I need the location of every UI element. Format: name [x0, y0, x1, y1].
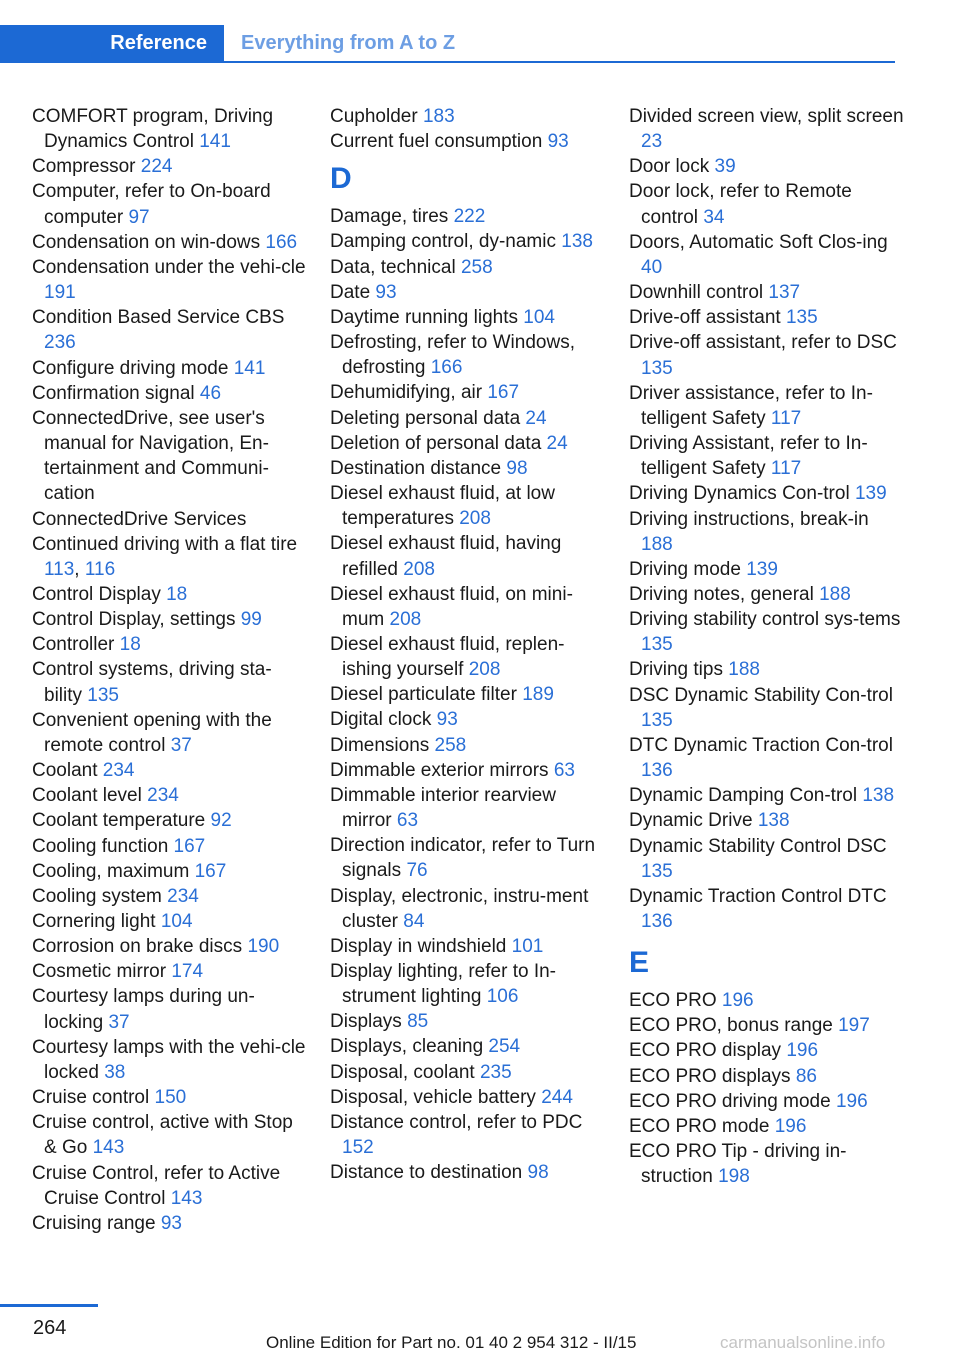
index-entry-text: Damage, tires — [330, 206, 449, 228]
page-reference-link[interactable]: 167 — [487, 382, 520, 404]
index-entry — [629, 884, 905, 934]
index-entry — [330, 1009, 606, 1034]
page-reference-link[interactable]: 189 — [522, 684, 554, 706]
index-entry-text: Digital clock — [330, 709, 432, 731]
index-entry — [32, 154, 308, 179]
index-entry-text: Coolant temperature — [32, 810, 206, 832]
index-entry — [629, 657, 905, 682]
index-entry — [330, 582, 606, 632]
index-entry — [629, 557, 905, 582]
index-entry-text: Display, electronic, instru-ment cluster — [330, 885, 589, 932]
index-entry — [330, 1160, 606, 1185]
page-reference-link[interactable]: 196 — [786, 1040, 819, 1062]
index-entry-text: Display in windshield — [330, 935, 507, 957]
index-entry-text: Dimensions — [330, 734, 430, 756]
page-reference-link[interactable]: 98 — [527, 1162, 549, 1184]
index-entry — [330, 783, 606, 833]
page-reference-link[interactable]: 101 — [511, 935, 544, 957]
index-entry-text: Condition Based Service CBS — [32, 307, 285, 329]
page-reference-link[interactable]: 258 — [434, 734, 467, 756]
index-entry — [629, 733, 905, 783]
page-reference-link[interactable]: 143 — [170, 1187, 203, 1209]
page-reference-link[interactable]: 136 — [641, 760, 673, 782]
index-entry — [32, 406, 308, 507]
page-reference-link[interactable]: 116 — [84, 558, 116, 580]
index-entry-text: Condensation under the vehi-cle — [32, 256, 306, 278]
index-entry — [32, 708, 308, 758]
index-entry-text: Cooling function — [32, 835, 169, 857]
index-entry — [32, 859, 308, 884]
index-entry — [32, 984, 308, 1034]
page-reference-link[interactable]: 254 — [488, 1036, 521, 1058]
page-reference-link[interactable]: 138 — [561, 231, 593, 253]
page-reference-link[interactable]: 188 — [641, 533, 673, 555]
index-entry-text: Configure driving mode — [32, 357, 229, 379]
footer-edition: Online Edition for Part no. 01 40 2 954 312 - II/15 — [266, 1333, 637, 1352]
page-reference-link[interactable]: 208 — [389, 608, 422, 630]
page-reference-link[interactable]: 167 — [194, 860, 227, 882]
page-reference-link[interactable]: 38 — [104, 1061, 126, 1083]
page-reference-link[interactable]: 18 — [166, 583, 188, 605]
page-reference-link[interactable]: 117 — [770, 407, 802, 429]
page-reference-link[interactable]: 150 — [154, 1087, 187, 1109]
index-entry — [32, 657, 308, 707]
page-reference-link[interactable]: 166 — [265, 231, 298, 253]
index-entry-text: Courtesy lamps with the vehi-cle locked — [32, 1036, 306, 1083]
page-reference-link[interactable]: 63 — [396, 810, 419, 832]
index-entry — [330, 733, 606, 758]
index-entry-text: Condensation on win-dows — [32, 231, 261, 253]
page-reference-link[interactable]: 34 — [703, 206, 725, 228]
index-entry — [330, 431, 606, 456]
index-entry-text: ECO PRO — [629, 990, 717, 1012]
page-reference-link[interactable]: 24 — [525, 407, 547, 429]
page-reference-link[interactable]: 137 — [768, 282, 801, 304]
index-entry-text: Computer, refer to On-board computer — [32, 181, 271, 228]
index-entry — [330, 456, 606, 481]
index-entry-text: ECO PRO driving mode — [629, 1090, 831, 1112]
index-entry-text: Driving mode — [629, 558, 741, 580]
index-entry — [32, 607, 308, 632]
index-entry-text: Dimmable exterior mirrors — [330, 759, 549, 781]
index-entry-text: Diesel exhaust fluid, replen-ishing yourself — [330, 633, 565, 681]
page-reference-link[interactable]: 106 — [486, 986, 519, 1008]
index-entry-text: Cooling system — [32, 885, 162, 907]
index-entry — [330, 959, 606, 1009]
index-entry — [629, 230, 905, 280]
page-reference-link[interactable]: 198 — [718, 1166, 750, 1188]
index-entry — [330, 1034, 606, 1059]
page-reference-link[interactable]: 166 — [430, 357, 463, 379]
page-reference-link[interactable]: 97 — [128, 206, 150, 228]
index-entry — [330, 1110, 606, 1160]
index-entry — [32, 230, 308, 255]
index-entry-text: Drive-off assistant, refer to DSC — [629, 332, 897, 354]
index-entry — [629, 1038, 905, 1063]
index-entry — [330, 632, 606, 682]
index-entry-text: Date — [330, 281, 371, 303]
page-reference-link[interactable]: 85 — [407, 1011, 429, 1033]
page-reference-link[interactable]: 196 — [721, 990, 754, 1012]
page-reference-link[interactable]: 93 — [160, 1212, 182, 1234]
page-number: 264 — [33, 1317, 67, 1339]
index-entry-text: DTC Dynamic Traction Con-trol — [629, 734, 893, 756]
index-entry — [629, 1089, 905, 1114]
page-reference-link[interactable]: 183 — [422, 106, 455, 127]
page-reference-link[interactable]: 135 — [87, 684, 119, 706]
index-entry-text: ECO PRO displays — [629, 1065, 791, 1087]
index-entry-text: Driving instructions, break-in — [629, 508, 869, 530]
index-entry-text: Cruise control — [32, 1087, 150, 1109]
index-entry — [629, 683, 905, 733]
index-entry — [330, 531, 606, 581]
index-entry-text: Data, technical — [330, 256, 456, 278]
index-entry-text: Deleting personal data — [330, 407, 521, 429]
index-entry — [330, 406, 606, 431]
index-entry-text: ConnectedDrive Services — [32, 508, 247, 530]
index-entry-text: Dynamic Stability Control DSC — [629, 835, 887, 857]
index-entry-text: Driving notes, general — [629, 583, 814, 605]
page-reference-link[interactable]: 224 — [140, 156, 173, 178]
index-entry — [32, 909, 308, 934]
index-entry — [32, 255, 308, 305]
index-entry — [629, 1139, 905, 1189]
page-reference-link[interactable]: 63 — [553, 759, 575, 781]
index-entry-text: Dynamic Damping Con-trol — [629, 785, 858, 807]
index-entry-text: Cooling, maximum — [32, 860, 190, 882]
index-entry-text: Distance control, refer to PDC — [330, 1111, 583, 1133]
index-entry-text: Displays — [330, 1011, 402, 1033]
index-entry-text: Driving stability control sys-tems — [629, 609, 901, 631]
index-entry — [32, 884, 308, 909]
page-reference-link[interactable]: 93 — [547, 131, 569, 153]
index-entry — [330, 229, 606, 254]
index-entry — [629, 104, 905, 154]
page-reference-link[interactable]: 117 — [770, 458, 802, 480]
index-entry-text: COMFORT program, Driving Dynamics Control — [32, 106, 274, 153]
page-reference-link[interactable]: 208 — [403, 558, 435, 580]
index-entry — [32, 808, 308, 833]
index-entry — [32, 179, 308, 229]
index-entry-text: Defrosting, refer to Windows, defrosting — [330, 332, 575, 379]
index-column-1 — [32, 104, 308, 1236]
index-entry — [32, 507, 308, 532]
index-entry — [629, 381, 905, 431]
index-entry-text: ConnectedDrive, see user's manual for Navigation, En-tertainment and Communi-cation — [32, 407, 269, 505]
index-entry-text: Dynamic Traction Control DTC — [629, 885, 887, 907]
page-reference-link[interactable]: 86 — [795, 1065, 817, 1087]
page-reference-link[interactable]: 93 — [436, 709, 458, 731]
page-reference-link[interactable]: 174 — [171, 961, 204, 983]
page-reference-link[interactable]: 76 — [406, 860, 428, 882]
index-entry — [330, 682, 606, 707]
index-entry — [629, 179, 905, 229]
index-entry-text: Doors, Automatic Soft Clos-ing — [629, 231, 888, 253]
page-reference-link[interactable]: 23 — [641, 131, 663, 153]
index-entry — [330, 305, 606, 330]
index-entry — [32, 758, 308, 783]
index-entry — [32, 1035, 308, 1085]
page-reference-link[interactable]: 135 — [641, 709, 673, 731]
page-header — [0, 25, 895, 63]
footer-rule — [0, 1304, 98, 1307]
page-reference-link[interactable]: 104 — [523, 306, 555, 328]
page-reference-link[interactable]: 236 — [44, 332, 76, 354]
page-reference-link[interactable]: 222 — [453, 206, 486, 228]
page-reference-link[interactable]: 234 — [167, 885, 199, 907]
index-entry — [330, 481, 606, 531]
section-tab-reference[interactable]: Reference — [0, 25, 224, 61]
index-entry — [32, 1161, 308, 1211]
section-title: Everything from A to Z — [241, 32, 456, 54]
index-entry — [330, 1085, 606, 1110]
page-reference-link[interactable]: 138 — [862, 785, 895, 807]
index-entry-text: ECO PRO, bonus range — [629, 1015, 833, 1037]
index-entry — [32, 381, 308, 406]
page-reference-link[interactable]: 143 — [92, 1137, 125, 1159]
page-reference-link[interactable]: 46 — [199, 382, 222, 404]
index-entry-text: Cupholder — [330, 106, 418, 127]
page-reference-link[interactable]: 208 — [468, 659, 501, 681]
index-entry — [330, 380, 606, 405]
page-reference-link[interactable]: 84 — [403, 910, 425, 932]
index-entry — [32, 1110, 308, 1160]
page-reference-link[interactable]: 196 — [835, 1090, 868, 1112]
index-entry-text: Driving Assistant, refer to In-telligent Safety — [629, 433, 868, 480]
page-reference-link[interactable]: 235 — [479, 1061, 512, 1083]
index-entry-text: Control Display, settings — [32, 609, 236, 631]
index-entry — [32, 305, 308, 355]
index-entry-text: Divided screen view, split screen — [629, 106, 904, 127]
index-entry-text: ECO PRO mode — [629, 1115, 770, 1137]
index-entry-text: Diesel exhaust fluid, having refilled — [330, 533, 562, 580]
index-entry-text: Cornering light — [32, 911, 156, 932]
index-entry — [330, 884, 606, 934]
page-reference-link[interactable]: 139 — [746, 558, 778, 580]
index-entry — [629, 1064, 905, 1089]
index-entry — [629, 305, 905, 330]
index-entry — [629, 808, 905, 833]
index-entry — [629, 783, 905, 808]
page-reference-link[interactable]: 18 — [119, 634, 141, 656]
index-entry-text: Courtesy lamps during un-locking — [32, 986, 255, 1033]
index-entry — [629, 1013, 905, 1038]
page-reference-link[interactable]: 208 — [459, 508, 491, 530]
index-entry — [330, 934, 606, 959]
index-entry-text: Destination distance — [330, 457, 502, 479]
page-reference-link[interactable]: 113 — [44, 558, 75, 580]
index-entry — [629, 988, 905, 1013]
index-entry — [629, 607, 905, 657]
index-entry — [32, 934, 308, 959]
index-entry-text: Downhill control — [629, 282, 764, 304]
page-reference-link[interactable]: 37 — [108, 1011, 130, 1033]
index-entry-text: Deletion of personal data — [330, 432, 542, 454]
index-entry-text: ECO PRO Tip - driving in-struction — [629, 1141, 847, 1188]
page-reference-link[interactable]: 135 — [641, 634, 673, 656]
index-entry-text: Confirmation signal — [32, 382, 195, 404]
page-reference-link[interactable]: 92 — [210, 810, 232, 832]
index-entry-text: Cruising range — [32, 1212, 156, 1234]
index-entry-text: Dimmable interior rearview mirror — [330, 784, 556, 832]
page-reference-link[interactable]: 40 — [641, 256, 663, 278]
index-letter-heading: E — [629, 946, 650, 980]
index-entry — [629, 154, 905, 179]
page-reference-link[interactable]: 141 — [233, 357, 266, 379]
index-entry-text: Diesel exhaust fluid, on mini-mum — [330, 583, 573, 630]
index-entry — [330, 255, 606, 280]
page-reference-link[interactable]: 139 — [854, 483, 887, 505]
index-entry-text: Disposal, coolant — [330, 1061, 475, 1083]
index-letter-heading: D — [330, 162, 352, 196]
index-entry-text: Diesel exhaust fluid, at low temperatures — [330, 483, 555, 530]
index-entry-text: Displays, cleaning — [330, 1036, 484, 1058]
page-reference-link[interactable]: 191 — [44, 282, 76, 304]
page-reference-link[interactable]: 234 — [147, 785, 179, 807]
index-entry-text: Cruise control, active with Stop & Go — [32, 1112, 293, 1159]
page-reference-link[interactable]: 138 — [757, 810, 790, 832]
index-entry — [330, 104, 606, 129]
index-entry-text: Continued driving with a flat tire — [32, 533, 298, 555]
page-reference-link[interactable]: 99 — [240, 609, 262, 631]
index-entry — [330, 330, 606, 380]
index-entry — [32, 1211, 308, 1236]
index-entry-text: Convenient opening with the remote control — [32, 709, 272, 756]
page-reference-link[interactable]: 98 — [506, 457, 528, 479]
index-entry-text: Corrosion on brake discs — [32, 936, 243, 958]
page-reference-link[interactable]: 188 — [728, 659, 760, 681]
index-entry-text: Diesel particulate filter — [330, 684, 517, 706]
index-entry — [32, 783, 308, 808]
page-reference-link[interactable]: 244 — [541, 1086, 573, 1108]
page-reference-link[interactable]: 196 — [774, 1115, 807, 1137]
page-reference-link[interactable]: 135 — [641, 860, 673, 882]
index-entry-text: Control systems, driving sta-bility — [32, 659, 272, 706]
index-entry-text: Distance to destination — [330, 1162, 523, 1184]
index-entry-text: Controller — [32, 634, 115, 656]
index-entry — [330, 833, 606, 883]
index-entry-text: Drive-off assistant — [629, 307, 781, 329]
index-entry — [629, 1114, 905, 1139]
index-entry — [330, 280, 606, 305]
index-entry-text: Driver assistance, refer to In-telligent Safety — [629, 382, 873, 429]
index-entry — [32, 582, 308, 607]
index-entry — [629, 481, 905, 506]
index-entry-text: Display lighting, refer to In-strument lighting — [330, 961, 556, 1008]
index-entry-text: Driving Dynamics Con-trol — [629, 483, 850, 505]
index-entry — [629, 431, 905, 481]
page-reference-link[interactable]: 135 — [785, 307, 818, 329]
index-column-2 — [330, 104, 606, 1185]
index-entry-text: ECO PRO display — [629, 1040, 782, 1062]
index-entry: Continued driving with a flat tire 113, 116 — [32, 533, 298, 580]
page-reference-link[interactable]: 141 — [199, 131, 231, 153]
index-entry-text: Direction indicator, refer to Turn signals — [330, 835, 596, 882]
page-reference-link[interactable]: 93 — [375, 281, 397, 303]
index-entry — [629, 280, 905, 305]
index-entry — [330, 707, 606, 732]
index-entry-text: Coolant level — [32, 785, 142, 807]
index-entry — [32, 1085, 308, 1110]
index-entry-text: Daytime running lights — [330, 306, 518, 328]
page-reference-link[interactable]: 136 — [641, 911, 673, 932]
index-entry-text: Compressor — [32, 156, 136, 178]
page-reference-link[interactable]: 190 — [247, 936, 280, 958]
index-entry-text: Cruise Control, refer to Active Cruise Control — [32, 1162, 281, 1209]
index-entry-text: Driving tips — [629, 659, 723, 681]
index-entry-text: Disposal, vehicle battery — [330, 1086, 536, 1108]
index-entry — [330, 1060, 606, 1085]
index-entry — [629, 582, 905, 607]
index-entry — [330, 758, 606, 783]
page-reference-link[interactable]: 24 — [546, 432, 568, 454]
index-column-3 — [629, 104, 905, 1189]
watermark: carmanualsonline.info — [720, 1333, 886, 1352]
page-reference-link[interactable]: 167 — [173, 835, 206, 857]
page-reference-link[interactable]: 152 — [342, 1137, 374, 1159]
index-entry-text: Cosmetic mirror — [32, 961, 167, 983]
index-entry — [32, 834, 308, 859]
page-reference-link[interactable]: 104 — [160, 911, 193, 932]
page-reference-link[interactable]: 39 — [714, 156, 736, 178]
index-entry — [629, 330, 905, 380]
index-entry-text: Damping control, dy-namic — [330, 231, 556, 253]
page-reference-link[interactable]: 234 — [102, 760, 135, 782]
index-entry-text: Control Display — [32, 583, 161, 605]
index-entry-text: Current fuel consumption — [330, 131, 543, 153]
index-entry-text: Coolant — [32, 760, 98, 782]
index-entry — [330, 129, 606, 154]
index-entry — [32, 632, 308, 657]
index-entry — [32, 356, 308, 381]
index-entry — [629, 507, 905, 557]
index-entry-text: Dynamic Drive — [629, 810, 753, 832]
index-entry — [330, 204, 606, 229]
index-entry-text: Door lock — [629, 156, 710, 178]
index-entry-text: DSC Dynamic Stability Con-trol — [629, 684, 893, 706]
page-reference-link[interactable]: 37 — [170, 734, 192, 756]
page-reference-link[interactable]: 258 — [460, 256, 493, 278]
page-reference-link[interactable]: 135 — [641, 357, 673, 379]
index-entry-text: Door lock, refer to Remote control — [629, 181, 852, 228]
page-reference-link[interactable]: 197 — [838, 1015, 870, 1037]
page-reference-link[interactable]: 188 — [819, 583, 851, 605]
index-entry-text: Dehumidifying, air — [330, 382, 483, 404]
index-entry — [32, 104, 308, 154]
index-entry — [629, 834, 905, 884]
index-entry — [32, 959, 308, 984]
